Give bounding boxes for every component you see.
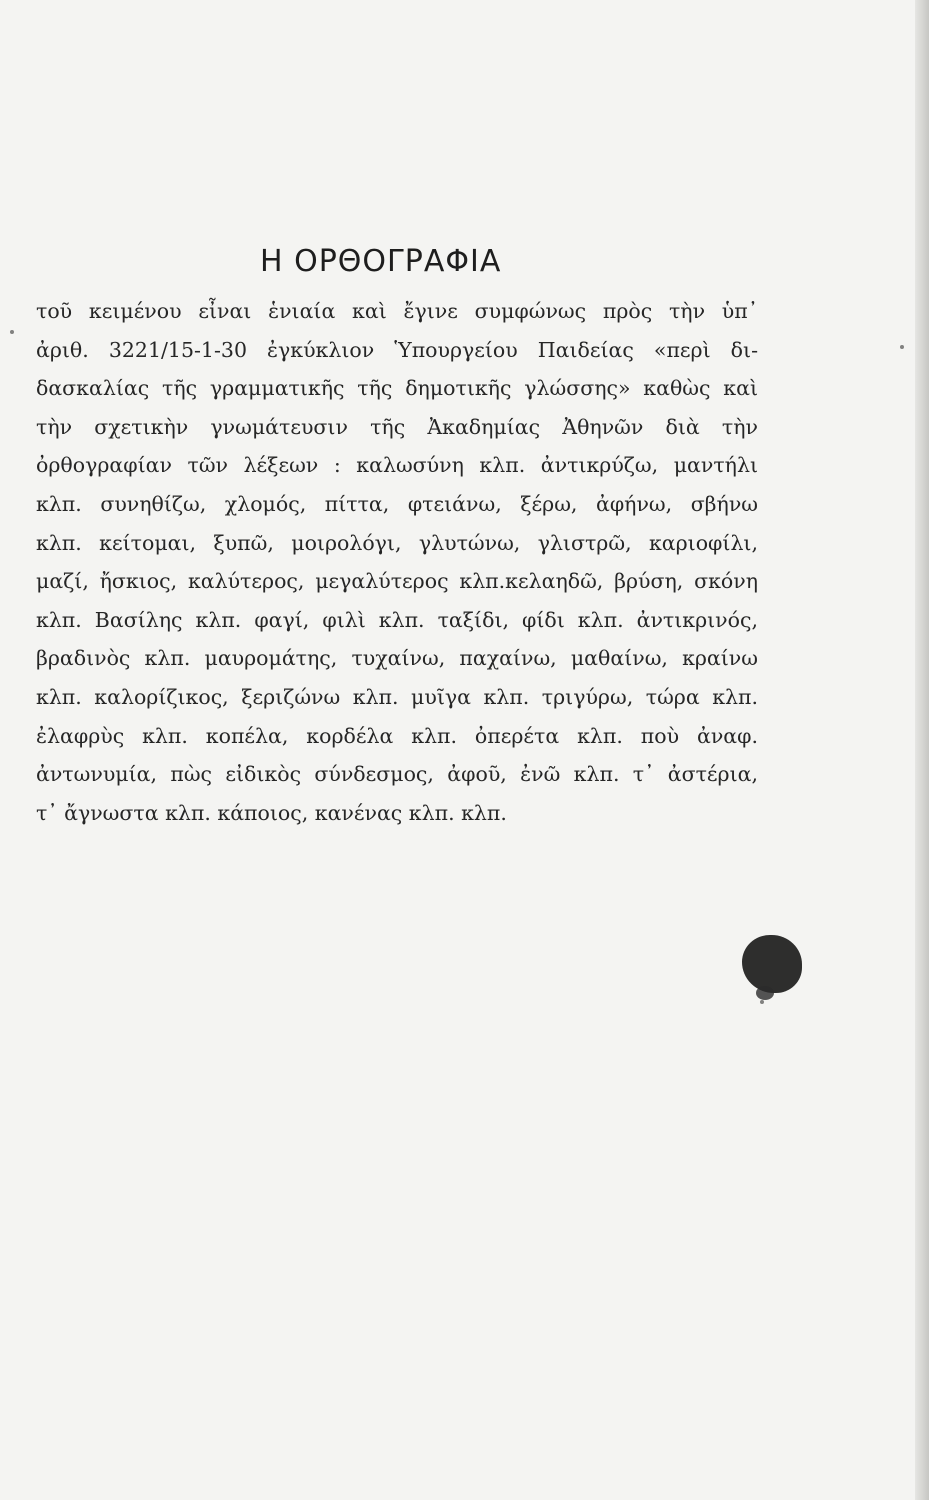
text-line: κλπ. κείτομαι, ξυπῶ, μοιρολόγι, γλυτώνω, γλιστρῶ, καριοφίλι, xyxy=(36,530,758,555)
text-line: κλπ. Βασίλης κλπ. φαγί, φιλὶ κλπ. ταξίδι, φίδι κλπ. ἀντικρινός, xyxy=(36,607,758,632)
text-line: μαζί, ἤσκιος, καλύτερος, μεγαλύτερος κλπ.κελαηδῶ, βρύση, σκόνη xyxy=(36,569,758,594)
text-line: κλπ. καλορίζικος, ξεριζώνω κλπ. μυῖγα κλπ. τριγύρω, τώρα κλπ. xyxy=(36,684,758,709)
body-paragraph xyxy=(36,292,758,832)
text-line: βραδινὸς κλπ. μαυρομάτης, τυχαίνω, παχαίνω, μαθαίνω, κραίνω xyxy=(36,646,758,671)
text-line: τ᾽ ἄγνωστα κλπ. κάποιος, κανένας κλπ. κλπ. xyxy=(36,800,507,825)
text-line: ἀριθ. 3221/15-1-30 ἐγκύκλιον Ὑπουργείου Παιδείας «περὶ δι- xyxy=(36,337,758,362)
text-line: ἐλαφρὺς κλπ. κοπέλα, κορδέλα κλπ. ὀπερέτα κλπ. ποὺ ἀναφ. xyxy=(36,723,758,748)
text-line: δασκαλίας τῆς γραμματικῆς τῆς δημοτικῆς γλώσσης» καθὼς καὶ xyxy=(36,376,758,401)
text-line: κλπ. συνηθίζω, χλομός, πίττα, φτειάνω, ξέρω, ἀφήνω, σβήνω xyxy=(36,491,758,516)
text-line: τὴν σχετικὴν γνωμάτευσιν τῆς Ἀκαδημίας Ἀθηνῶν διὰ τὴν xyxy=(36,414,758,439)
text-line: ὀρθογραφίαν τῶν λέξεων : καλωσύνη κλπ. ἀντικρύζω, μαντήλι xyxy=(36,453,758,478)
page-edge xyxy=(915,0,929,1500)
text-line: τοῦ κειμένου εἶναι ἑνιαία καὶ ἔγινε συμφώνως πρὸς τὴν ὑπ᾽ xyxy=(36,299,758,323)
ink-blot xyxy=(742,935,802,993)
ink-speck xyxy=(760,1000,764,1004)
ink-speck xyxy=(900,345,904,349)
text-line: ἀντωνυμία, πὼς εἰδικὸς σύνδεσμος, ἀφοῦ, ἐνῶ κλπ. τ᾽ ἀστέρια, xyxy=(36,762,758,787)
document-title: Η ΟΡΘΟΓΡΑΦΙΑ xyxy=(260,244,502,279)
ink-blot xyxy=(756,986,774,1000)
ink-speck xyxy=(10,330,14,334)
